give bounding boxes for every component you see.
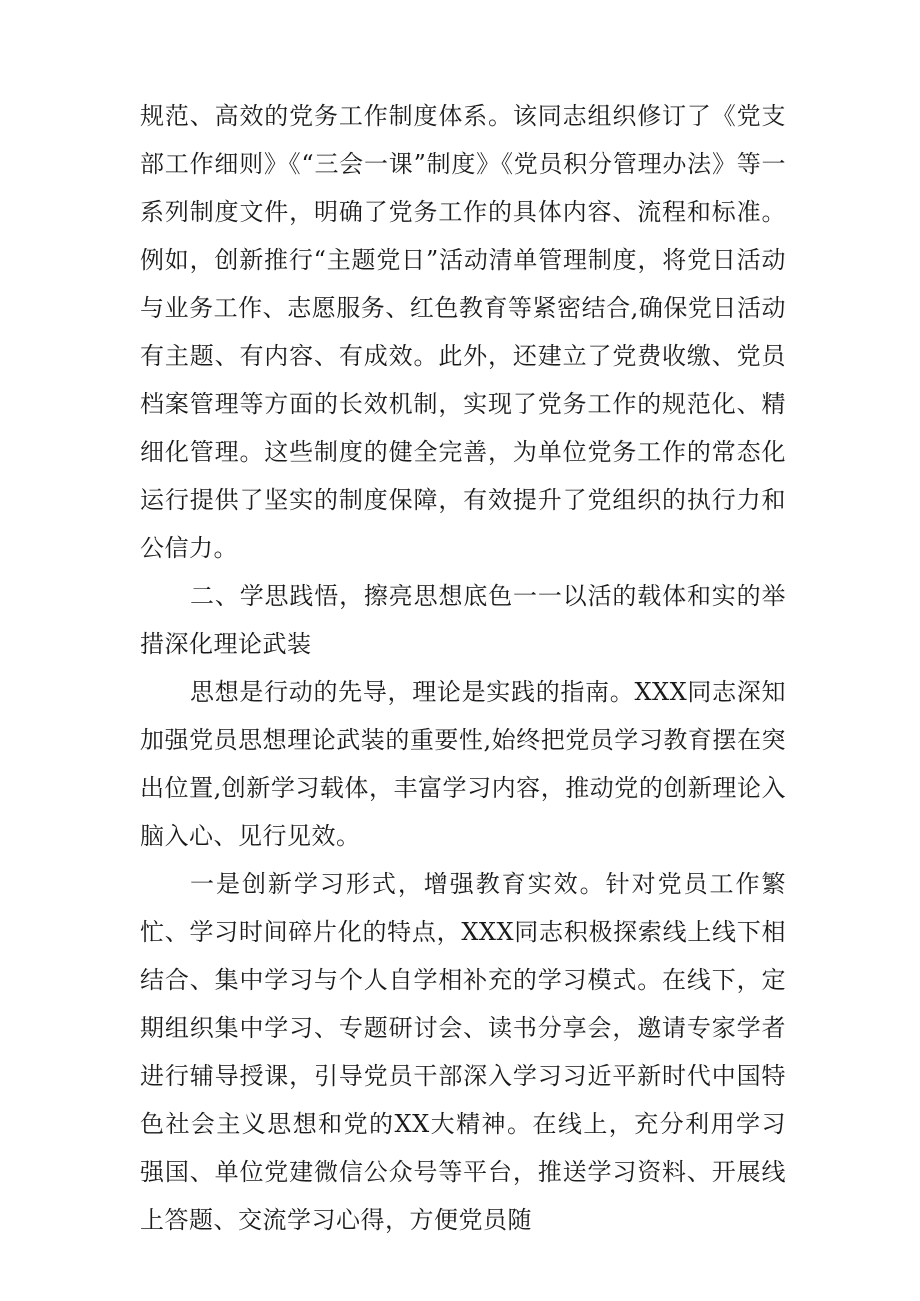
section-heading: 二、学思践悟，擦亮思想底色一一以活的载体和实的举措深化理论武装 <box>140 582 786 658</box>
paragraph-continuation: 规范、高效的党务工作制度体系。该同志组织修订了《党支部工作细则》《“三会一课”制度》《党员积分管理办法》等一系列制度文件，明确了党务工作的具体内容、流程和标准。例如，创新推行“主题党日”活动清单管理制度，将党日活动与业务工作、志愿服务、红色教育等紧密结合,确保党日活动有主题、有内容、有成效。此外，还建立了党费收缴、党员档案管理等方面的长效机制，实现了党务工作的规范化、精细化管理。这些制度的健全完善，为单位党务工作的常态化运行提供了坚实的制度保障，有效提升了党组织的执行力和公信力。 <box>140 102 786 562</box>
document-body <box>140 92 786 1244</box>
paragraph-intro: 思想是行动的先导，理论是实践的指南。XXX同志深知加强党员思想理论武装的重要性,始终把党员学习教育摆在突出位置,创新学习载体，丰富学习内容，推动党的创新理论入脑入心、见行见效。 <box>140 678 786 850</box>
paragraph-point-one: 一是创新学习形式，增强教育实效。针对党员工作繁忙、学习时间碎片化的特点，XXX同志积极探索线上线下相结合、集中学习与个人自学相补充的学习模式。在线下，定期组织集中学习、专题研讨会、读书分享会，邀请专家学者进行辅导授课，引导党员干部深入学习习近平新时代中国特色社会主义思想和党的XX大精神。在线上，充分利用学习强国、单位党建微信公众号等平台，推送学习资料、开展线上答题、交流学习心得，方便党员随 <box>140 870 786 1234</box>
